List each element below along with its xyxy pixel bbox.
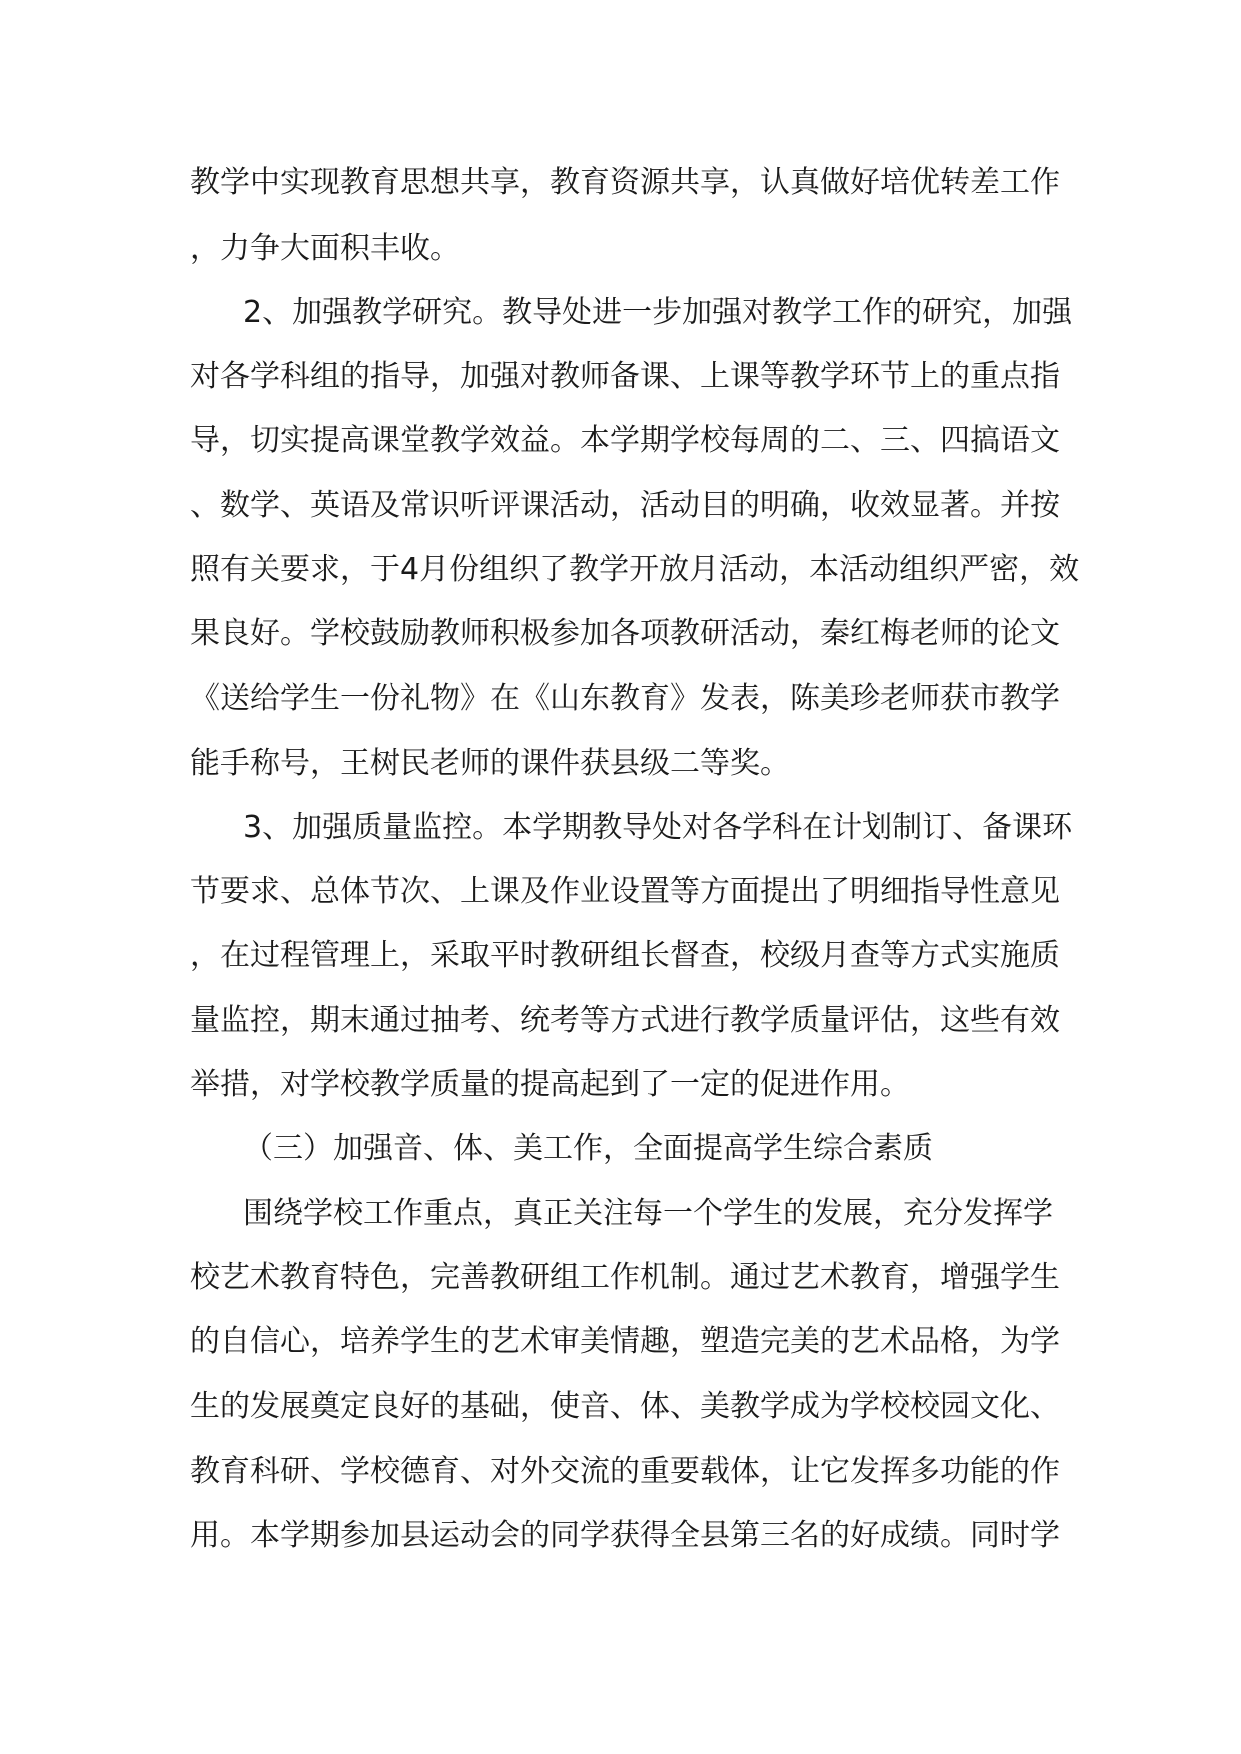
paragraph-line: 导，切实提高课堂教学效益。本学期学校每周的二、三、四搞语文 bbox=[190, 423, 1060, 458]
paragraph-line: 、数学、英语及常识听评课活动，活动目的明确，收效显著。并按 bbox=[190, 488, 1060, 523]
paragraph-line: ，在过程管理上，采取平时教研组长督查，校级月查等方式实施质 bbox=[190, 938, 1060, 973]
paragraph-line: 3、加强质量监控。本学期教导处对各学科在计划制订、备课环 bbox=[243, 810, 1073, 845]
section-heading: （三）加强音、体、美工作，全面提高学生综合素质 bbox=[243, 1131, 933, 1166]
paragraph-line: 2、加强教学研究。教导处进一步加强对教学工作的研究，加强 bbox=[243, 295, 1073, 330]
paragraph-line: 生的发展奠定良好的基础，使音、体、美教学成为学校校园文化、 bbox=[190, 1389, 1060, 1424]
paragraph-line: 围绕学校工作重点，真正关注每一个学生的发展，充分发挥学 bbox=[243, 1196, 1053, 1231]
paragraph-line: ，力争大面积丰收。 bbox=[190, 231, 460, 266]
paragraph-line: 教育科研、学校德育、对外交流的重要载体，让它发挥多功能的作 bbox=[190, 1454, 1060, 1489]
paragraph-line: 照有关要求，于4月份组织了教学开放月活动，本活动组织严密，效 bbox=[190, 552, 1080, 587]
paragraph-line: 的自信心，培养学生的艺术审美情趣，塑造完美的艺术品格，为学 bbox=[190, 1324, 1060, 1359]
paragraph-line: 教学中实现教育思想共享，教育资源共享，认真做好培优转差工作 bbox=[190, 165, 1060, 200]
paragraph-line: 《送给学生一份礼物》在《山东教育》发表，陈美珍老师获市教学 bbox=[190, 681, 1060, 716]
paragraph-line: 对各学科组的指导，加强对教师备课、上课等教学环节上的重点指 bbox=[190, 359, 1060, 394]
paragraph-line: 果良好。学校鼓励教师积极参加各项教研活动，秦红梅老师的论文 bbox=[190, 616, 1060, 651]
paragraph-line: 用。本学期参加县运动会的同学获得全县第三名的好成绩。同时学 bbox=[190, 1518, 1060, 1553]
paragraph-line: 校艺术教育特色，完善教研组工作机制。通过艺术教育，增强学生 bbox=[190, 1260, 1060, 1295]
paragraph-line: 节要求、总体节次、上课及作业设置等方面提出了明细指导性意见 bbox=[190, 874, 1060, 909]
paragraph-line: 量监控，期末通过抽考、统考等方式进行教学质量评估，这些有效 bbox=[190, 1003, 1060, 1038]
paragraph-line: 举措，对学校教学质量的提高起到了一定的促进作用。 bbox=[190, 1067, 910, 1102]
paragraph-line: 能手称号，王树民老师的课件获县级二等奖。 bbox=[190, 746, 790, 781]
